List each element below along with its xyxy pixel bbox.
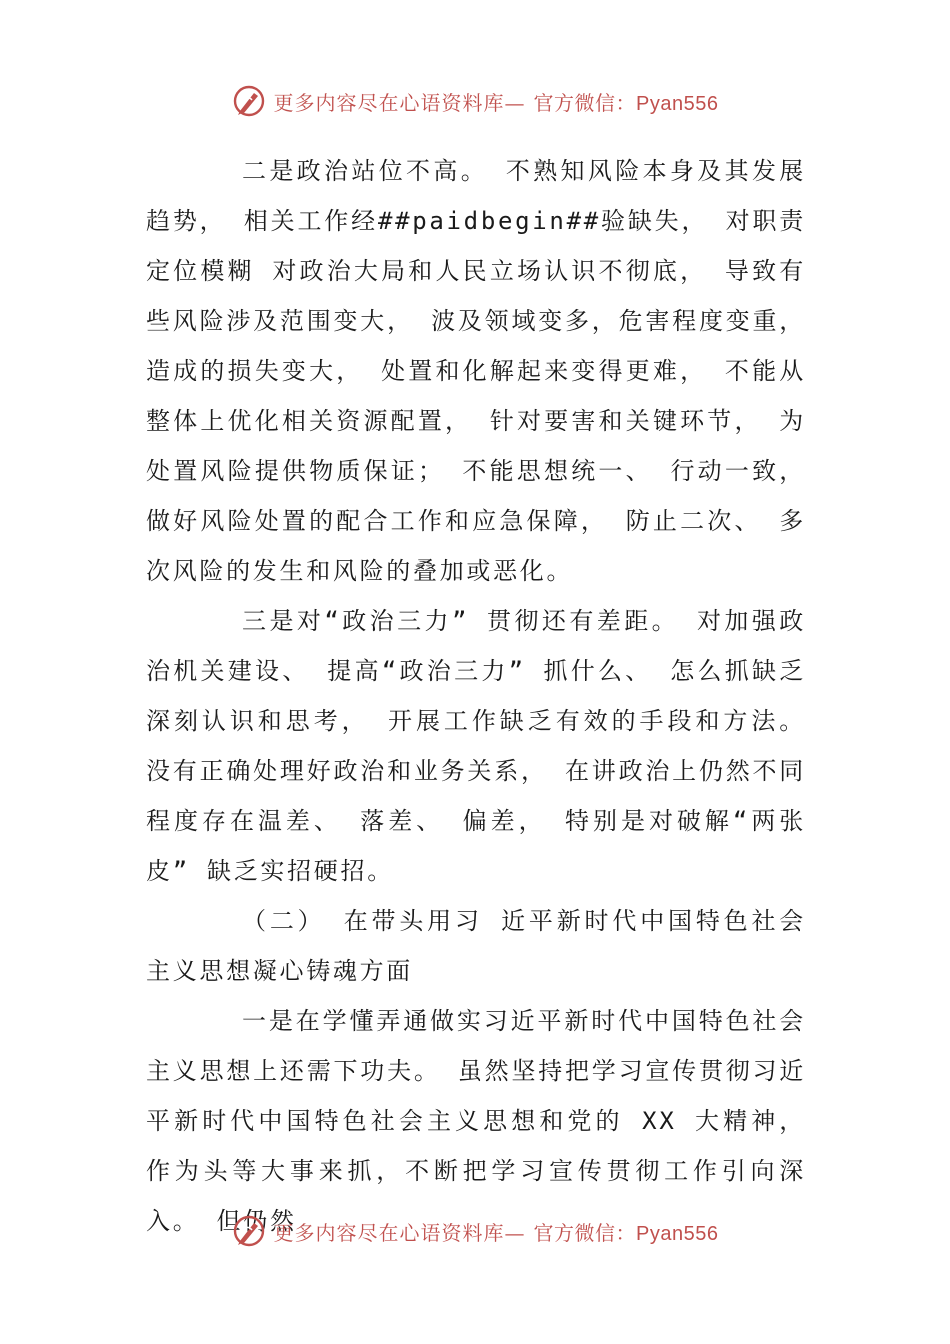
pen-logo-icon [232,84,266,118]
banner-text: 更多内容尽在心语资料库— [273,90,526,115]
paragraph: 二是政治站位不高。 不熟知风险本身及其发展趋势， 相关工作经##paidbegin##验缺失， 对职责定位模糊 对政治大局和人民立场认识不彻底， 导致有些风险涉及范围变大， 波及领域变多，危害程度变重， 造成的损失变大， 处置和化解起来变得更难， 不能从整体上优化相关资源配置， 针对要害和关键环节， 为处置风险提供物质保证； 不能思想统一、 行动一致，做好风险处置的配合工作和应急保障， 防止二次、 多次风险的发生和风险的叠加或恶化。 [146,157,806,585]
paragraph: 三是对“政治三力” 贯彻还有差距。 对加强政治机关建设、 提高“政治三力” 抓什么、 怎么抓缺乏深刻认识和思考， 开展工作缺乏有效的手段和方法。 没有正确处理好政治和业务关系， 在讲政治上仍然不同程度存在温差、 落差、 偏差， 特别是对破解“两张皮” 缺乏实招硬招。 [146,607,806,885]
section-heading: （二） 在带头用习 近平新时代中国特色社会主义思想凝心铸魂方面 [146,907,806,985]
header-banner [0,84,950,118]
footer-banner [0,1214,950,1248]
paragraph: 一是在学懂弄通做实习近平新时代中国特色社会主义思想上还需下功夫。 虽然坚持把学习宣传贯彻习近平新时代中国特色社会主义思想和党的 XX 大精神， 作为头等大事来抓，不断把学习宣传贯彻工作引向深入。 但仍然 [146,1007,806,1235]
banner-contact: 官方微信：Pyan556 [533,92,719,115]
banner-text: 更多内容尽在心语资料库— [273,1220,526,1245]
banner-contact: 官方微信：Pyan556 [533,1222,719,1245]
pen-logo-icon [232,1214,266,1248]
document-body [146,146,806,1246]
